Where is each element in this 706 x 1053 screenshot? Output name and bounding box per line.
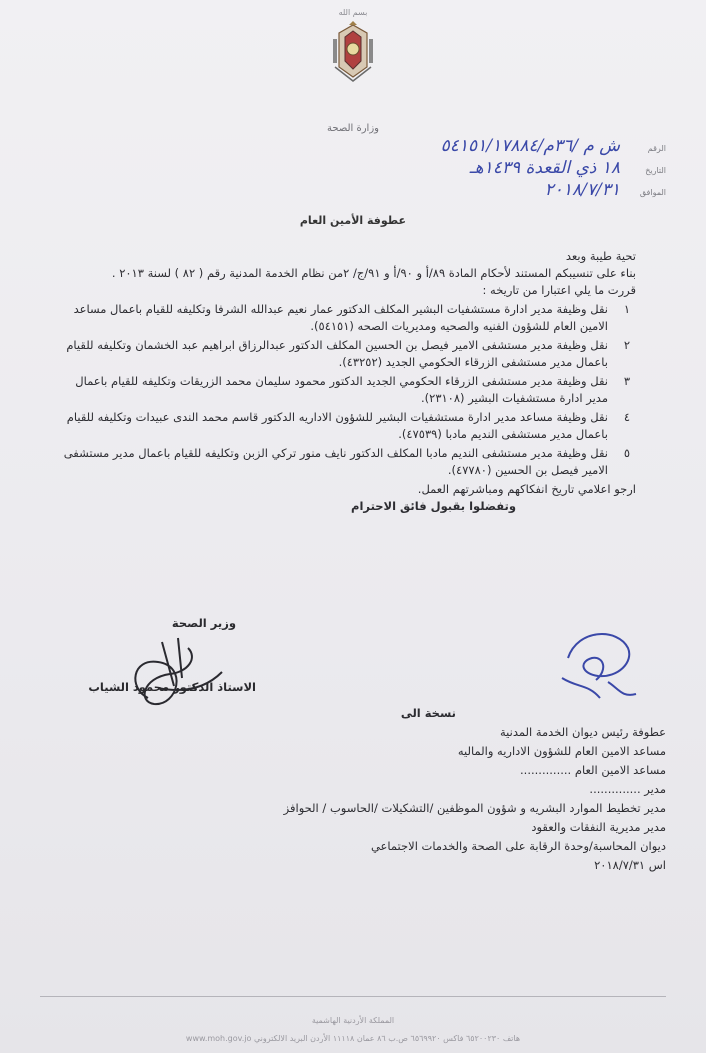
letter-meta	[366, 138, 666, 204]
royal-crest-icon	[329, 21, 377, 83]
cc-title: نسخة الى	[400, 706, 456, 720]
reference-value: ش م /٣٦م/٥٤١٥١/١٧٨٨٤	[440, 136, 620, 156]
item-text: نقل وظيفة مدير مستشفى الزرقاء الحكومي الجديد الدكتور محمود سليمان محمد الزريقات وتكليفه للقيام باعمال مدير ادارة مستشفيات البشير (٢٣١٠٨).	[75, 374, 608, 405]
decision-line: قررت ما يلي اعتبارا من تاريخه :	[482, 283, 636, 297]
cc-line: مدير تخطيط الموارد البشريه و شؤون الموظفين /التشكيلات /الحاسوب / الحوافز	[283, 801, 666, 815]
cc-line: عطوفة رئيس ديوان الخدمة المدنية	[499, 725, 666, 739]
letterhead-basmala: بسم الله	[338, 8, 368, 17]
cc-line: ديوان المحاسبة/وحدة الرقابة على الصحة والخدمات الاجتماعي	[370, 839, 666, 853]
item-text: نقل وظيفة مدير مستشفى الامير فيصل بن الحسين المكلف الدكتور عبدالرزاق ابراهيم عبد الخشمان وتكليفه للقيام باعمال مدير مستشفى الزرقاء الحكومي الجديد (٤٣٢٥٢).	[66, 338, 608, 369]
hijri-date-label: التاريخ	[645, 166, 666, 175]
list-item	[56, 301, 636, 335]
cc-line: مدير ..............	[589, 782, 666, 796]
gregorian-date-row	[366, 182, 666, 204]
list-item	[56, 445, 636, 479]
item-number: ٥	[623, 446, 630, 460]
item-number: ٤	[623, 410, 630, 424]
gregorian-date-value: ٢٠١٨/٧/٣١	[544, 180, 620, 200]
cc-line: اس ٢٠١٨/٧/٣١	[594, 858, 666, 872]
footer-contact: هاتف ٦٥٢٠٠٢٣٠ فاكس ٦٥٦٩٩٢٠ ص.ب ٨٦ عمان ١١١١٨ الأردن البريد الالكتروني www.moh.gov.jo	[185, 1034, 521, 1043]
item-text: نقل وظيفة مدير مستشفى النديم مادبا المكلف الدكتور نايف منور تركي الزبن وتكليفه للقيام باعمال مدير مستشفى الامير فيصل بن الحسين (٤٧٧٨٠).	[63, 446, 608, 477]
item-number: ٣	[623, 374, 630, 388]
item-number: ٢	[623, 338, 630, 352]
cc-line: مساعد الامين العام للشؤون الاداريه والماليه	[457, 744, 666, 758]
ministry-name: وزارة الصحة	[327, 123, 379, 134]
hijri-date-value: ١٨ ذي القعدة ١٤٣٩هـ	[469, 158, 620, 178]
closing-line: ارجو اعلامي تاريخ انفكاكهم ومباشرتهم العمل.	[417, 482, 636, 496]
footer-divider	[40, 996, 666, 997]
signatory-title: وزير الصحة	[171, 616, 236, 630]
respect-line: وتفضلوا بقبول فائق الاحترام	[351, 499, 516, 513]
cc-line: مساعد الامين العام ..............	[520, 763, 666, 777]
item-text: نقل وظيفة مساعد مدير ادارة مستشفيات البشير للشؤون الاداريه الدكتور قاسم محمد الندى عبيدات وتكليفه للقيام باعمال مدير مستشفى النديم مادبا (٤٧٥٣٩).	[66, 410, 608, 441]
reference-label: الرقم	[647, 144, 666, 153]
signatory-name: الاستاذ الدكتور محمود الشياب	[88, 680, 256, 694]
footer-country: المملكة الأردنية الهاشمية	[311, 1016, 395, 1025]
decision-list	[56, 301, 636, 479]
list-item	[56, 337, 636, 371]
gregorian-date-label: الموافق	[639, 188, 666, 197]
hijri-date-row	[366, 160, 666, 182]
addressee-title: عطوفة الأمين العام	[299, 214, 406, 227]
reference-row	[366, 138, 666, 160]
intro-paragraph: بناء على تنسيبكم المستند لأحكام المادة ٨٩/أ و ٩٠/أ و ٩١/ج/ ٢من نظام الخدمة المدنية رقم ( ٨٢ ) لسنة ٢٠١٣ .	[111, 266, 636, 280]
carbon-copy-list	[46, 704, 666, 875]
list-item	[56, 409, 636, 443]
letter-body	[56, 248, 636, 515]
list-item	[56, 373, 636, 407]
item-text: نقل وظيفة مدير ادارة مستشفيات البشير المكلف الدكتور عمار نعيم عبدالله الشرفا وتكليفه للقيام باعمال مساعد الامين العام للشؤون الفنيه والصحيه ومديريات الصحه (٥٤١٥١).	[73, 302, 608, 333]
letterhead	[0, 8, 706, 134]
cc-line: مدير مديرية النفقات والعقود	[531, 820, 666, 834]
greeting: تحية طيبة وبعد	[565, 249, 636, 263]
item-number: ١	[623, 302, 630, 316]
handwritten-annotation-icon	[548, 618, 638, 708]
